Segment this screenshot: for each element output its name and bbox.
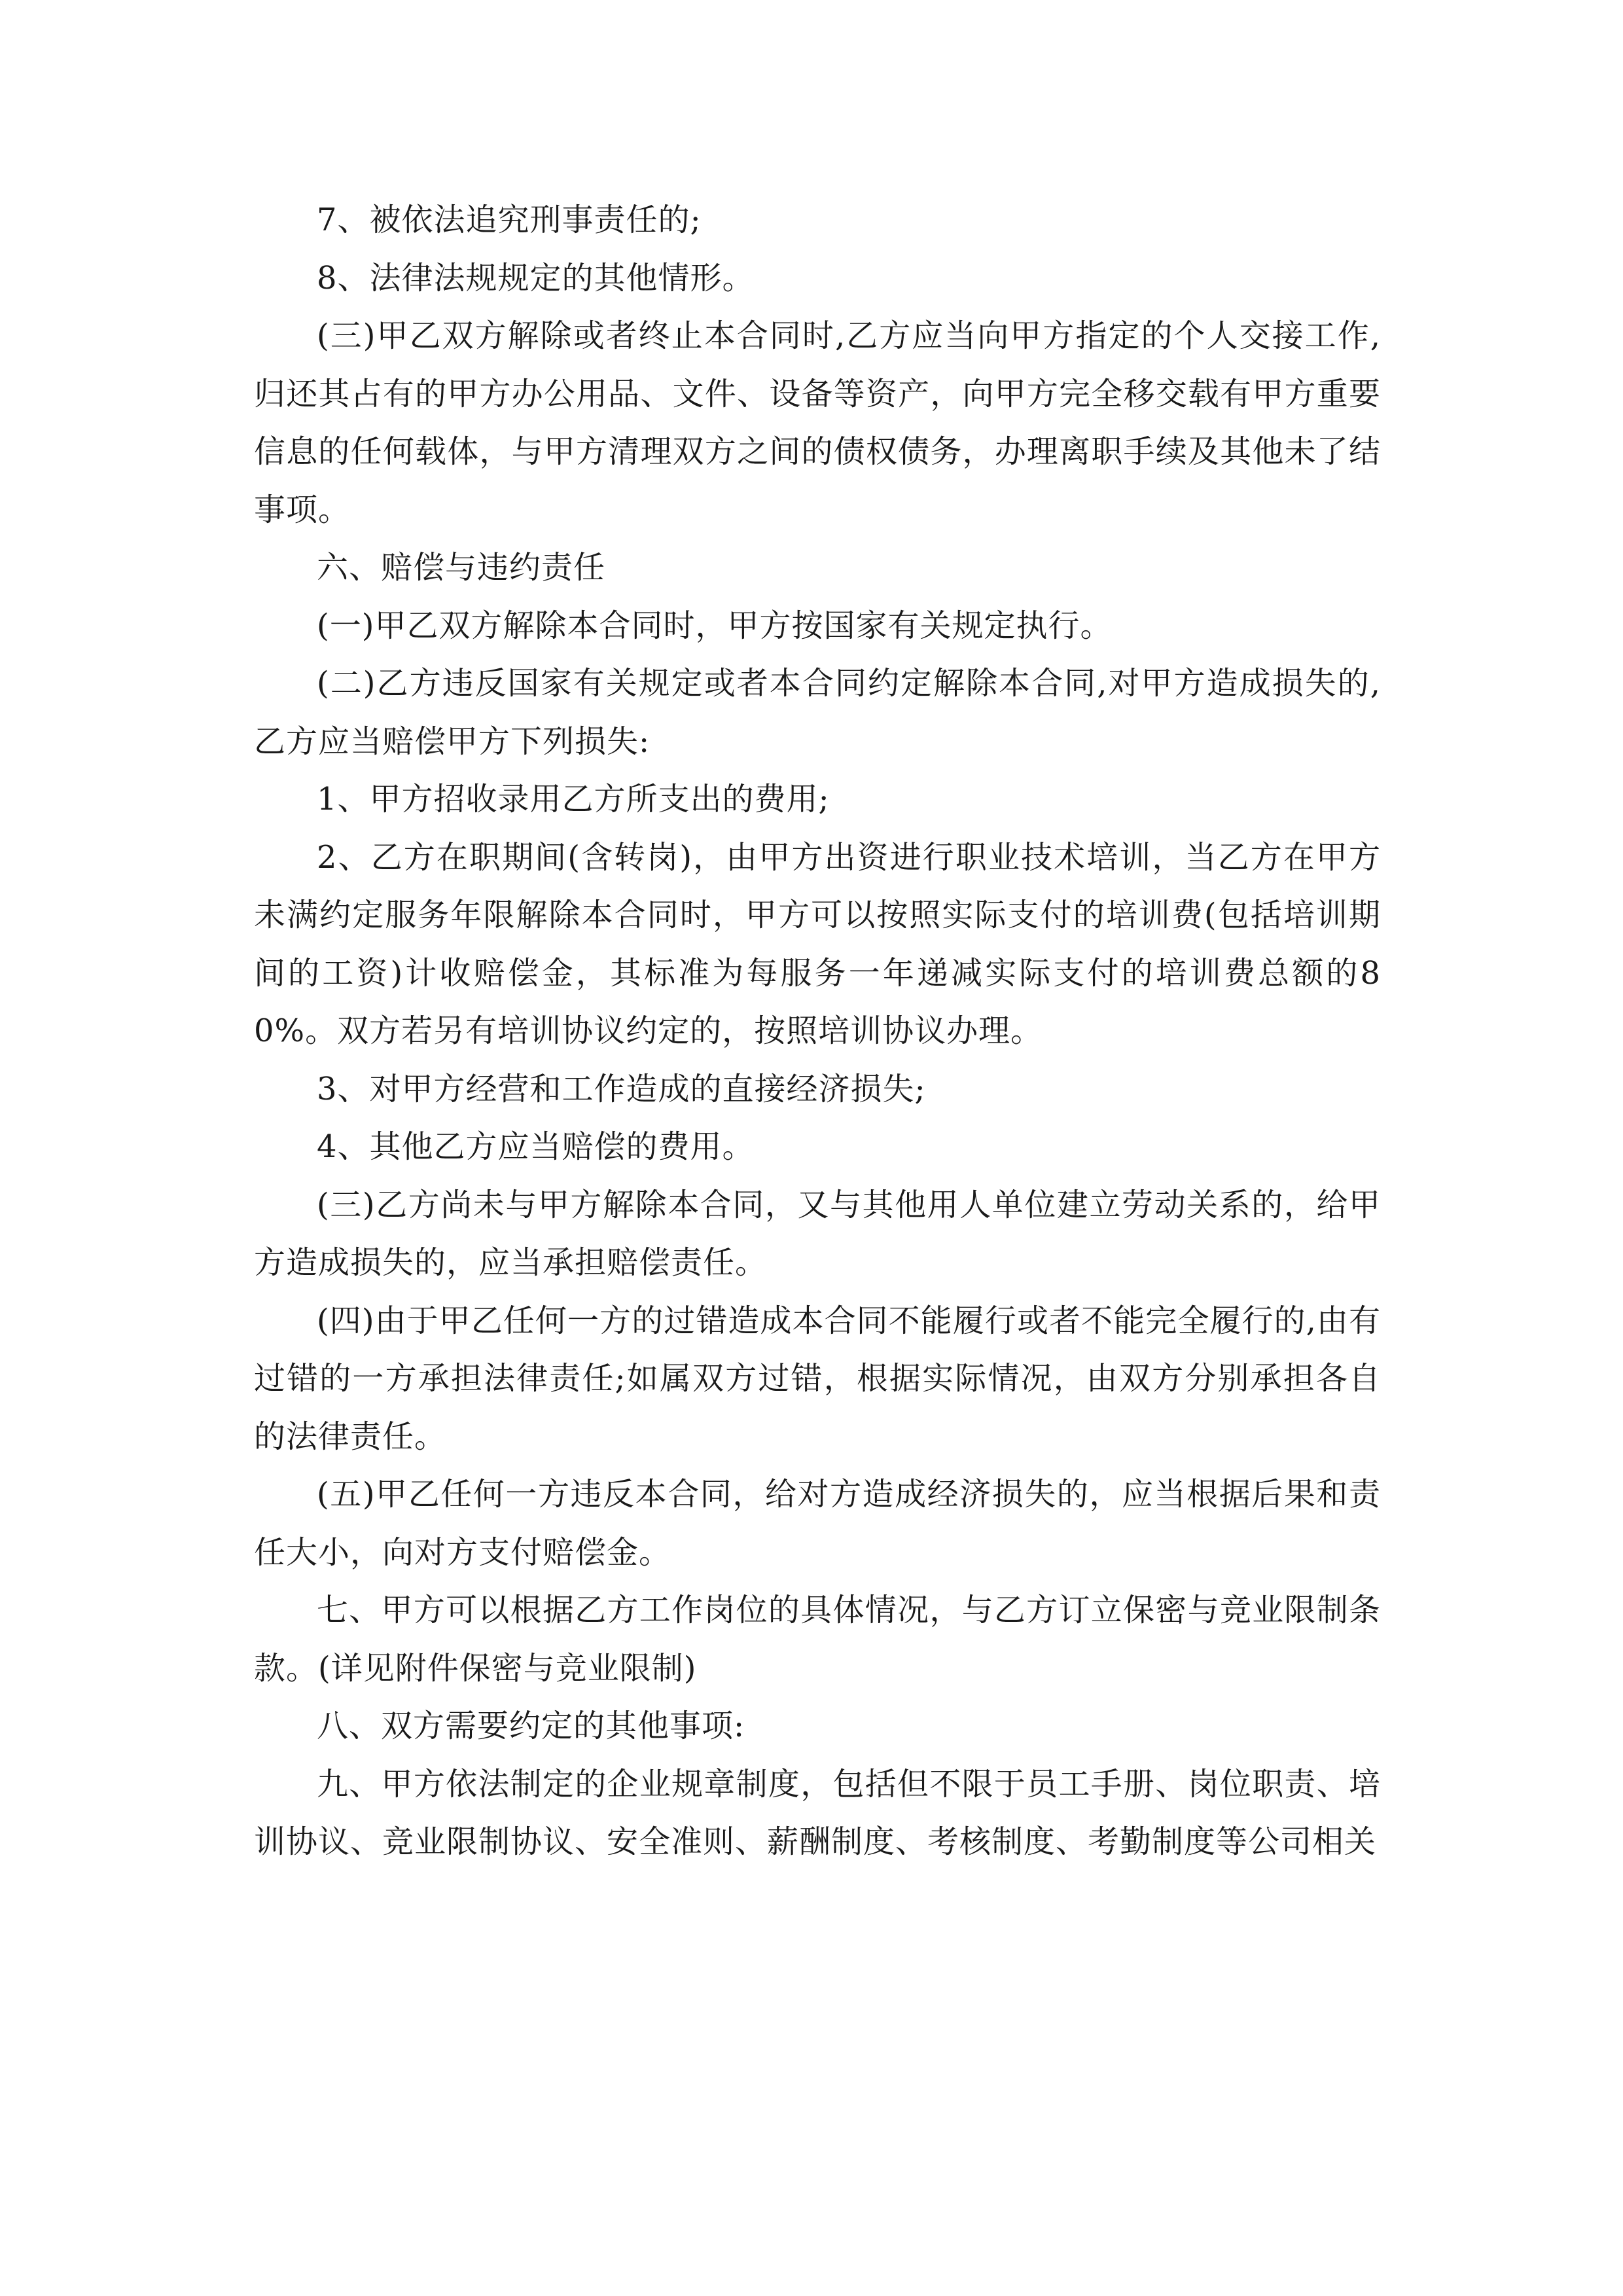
- clause-compensation-3: (三)乙方尚未与甲方解除本合同，又与其他用人单位建立劳动关系的，给甲方造成损失的，应当承担赔偿责任。: [254, 1186, 1381, 1281]
- list-item-training-cost: 2、乙方在职期间(含转岗)，由甲方出资进行职业技术培训，当乙方在甲方未满约定服务年限解除本合同时，甲方可以按照实际支付的培训费(包括培训期间的工资)计收赔偿金，其标准为每服务一年递减实际支付的培训费总额的80%。双方若另有培训协议约定的，按照培训协议办理。: [254, 838, 1381, 1049]
- list-item-recruitment-cost: 1、甲方招收录用乙方所支出的费用;: [317, 781, 830, 817]
- section-confidentiality: 七、甲方可以根据乙方工作岗位的具体情况，与乙方订立保密与竞业限制条款。(详见附件保密与竞业限制): [254, 1592, 1381, 1687]
- clause-item-7: 7、被依法追究刑事责任的;: [317, 202, 702, 238]
- list-item-direct-loss: 3、对甲方经营和工作造成的直接经济损失;: [317, 1070, 926, 1107]
- section-company-rules: 九、甲方依法制定的企业规章制度，包括但不限于员工手册、岗位职责、培训协议、竞业限制协议、安全准则、薪酬制度、考核制度、考勤制度等公司相关: [254, 1765, 1381, 1860]
- clause-compensation-1: (一)甲乙双方解除本合同时，甲方按国家有关规定执行。: [317, 607, 1113, 644]
- contract-body: [254, 191, 1381, 1871]
- clause-compensation-5: (五)甲乙任何一方违反本合同，给对方造成经济损失的，应当根据后果和责任大小，向对方支付赔偿金。: [254, 1476, 1381, 1571]
- section-heading-compensation: 六、赔偿与违约责任: [317, 549, 606, 586]
- list-item-other-costs: 4、其他乙方应当赔偿的费用。: [317, 1128, 755, 1165]
- clause-compensation-4: (四)由于甲乙任何一方的过错造成本合同不能履行或者不能完全履行的,由有过错的一方承担法律责任;如属双方过错，根据实际情况，由双方分别承担各自的法律责任。: [254, 1302, 1381, 1455]
- clause-item-8: 8、法律法规规定的其他情形。: [317, 259, 755, 296]
- section-other-matters: 八、双方需要约定的其他事项:: [317, 1708, 745, 1744]
- clause-compensation-2: (二)乙方违反国家有关规定或者本合同约定解除本合同,对甲方造成损失的,乙方应当赔偿甲方下列损失:: [254, 665, 1381, 760]
- clause-handover: (三)甲乙双方解除或者终止本合同时,乙方应当向甲方指定的个人交接工作,归还其占有的甲方办公用品、文件、设备等资产，向甲方完全移交载有甲方重要信息的任何载体，与甲方清理双方之间的债权债务，办理离职手续及其他未了结事项。: [254, 317, 1381, 528]
